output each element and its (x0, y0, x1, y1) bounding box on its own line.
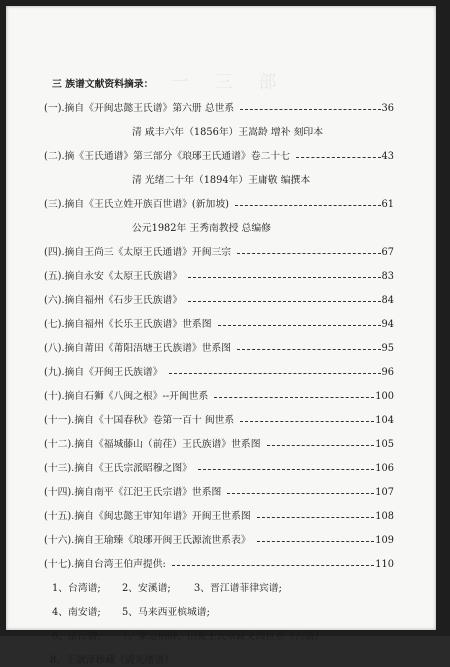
entry-page-number: 83 (381, 271, 394, 282)
dot-leader (198, 468, 374, 470)
document-page (6, 6, 436, 666)
source-row (44, 630, 394, 643)
toc-entry (44, 462, 394, 475)
entry-page-number: 100 (375, 391, 394, 402)
toc-entry (44, 534, 394, 547)
toc-entry (44, 510, 394, 523)
dot-leader (218, 324, 381, 326)
source-item: 2、安溪谱; (122, 583, 171, 594)
source-item-last: 8、王演泽珍藏（清光绪谱） (50, 655, 174, 666)
toc-entry (44, 150, 394, 163)
toc-entry (44, 438, 394, 451)
entry-page-number: 67 (381, 247, 394, 258)
source-row (44, 582, 394, 595)
entry-title: (七).摘自福州《长乐王氏族谱》世系图 (44, 319, 212, 330)
entry-page-number: 110 (375, 559, 394, 570)
dot-leader (172, 564, 374, 566)
dot-leader (257, 516, 375, 518)
entry-page-number: 109 (375, 535, 394, 546)
entry-page-number: 107 (375, 487, 394, 498)
entry-title: (三).摘自《王氏立姓开族百世谱》(新加坡) (44, 199, 229, 210)
dot-leader (188, 300, 380, 302)
entry-title: (十三).摘自《王氏宗派昭穆之图》 (44, 463, 192, 474)
source-list (44, 582, 394, 643)
dot-leader (240, 420, 374, 422)
source-item: 3、晋江谱菲律宾谱; (194, 583, 282, 594)
toc-entry (44, 102, 394, 115)
toc-entries (44, 102, 394, 571)
toc-entry (44, 486, 394, 499)
entry-source-note: 清 咸丰六年（1856年）王嵩龄 增补 刻印本 (132, 127, 324, 138)
entry-page-number: 106 (375, 463, 394, 474)
toc-entry (44, 558, 394, 571)
entry-title: (八).摘自莆田《莆阳浯塘王氏族谱》世系图 (44, 343, 232, 354)
dot-leader (257, 540, 375, 542)
entry-source-note: 清 光绪二十年（1894年）王庸敬 编撰本 (132, 175, 311, 186)
entry-page-number: 61 (381, 199, 394, 210)
entry-page-number: 105 (375, 439, 394, 450)
entry-title: (六).摘自福州《石步王氏族谱》 (44, 295, 183, 306)
entry-page-number: 84 (381, 295, 394, 306)
source-row (44, 606, 394, 619)
toc-entry (44, 318, 394, 331)
dot-leader (214, 396, 374, 398)
dot-leader (235, 204, 381, 206)
toc-entry (44, 414, 394, 427)
entry-title: (二).摘《王氏通谱》第三部分《琅琊王氏通谱》卷二十七 (44, 151, 290, 162)
entry-page-number: 36 (381, 103, 394, 114)
dot-leader (237, 252, 380, 254)
toc-entry (44, 294, 394, 307)
source-item: 4、南安谱; (52, 607, 101, 618)
entry-page-number: 96 (381, 367, 394, 378)
section-heading: 三 族谱文献资料摘录： (52, 79, 154, 90)
dot-leader (169, 372, 381, 374)
entry-page-number: 94 (381, 319, 394, 330)
toc-entry (44, 342, 394, 355)
source-item: 1、台湾谱; (52, 583, 101, 594)
entry-page-number: 104 (375, 415, 394, 426)
entry-title: (十一).摘自《十国春秋》卷第一百十 闽世系 (44, 415, 235, 426)
toc-entry (44, 246, 394, 259)
dot-leader (188, 276, 380, 278)
source-item: 5、马来西亚槟城谱; (122, 607, 210, 618)
dot-leader (237, 348, 380, 350)
dot-leader (296, 156, 381, 158)
entry-title: (十五).摘自《闽忠懿王审知年谱》开闽王世系图 (44, 511, 251, 522)
entry-title: (十二).摘自《福城藤山（前荏）王氏族谱》世系图 (44, 439, 261, 450)
entry-title: (十七).摘自台湾王伯声提供: (44, 559, 166, 570)
toc-entry (44, 270, 394, 283)
entry-source-note: 公元1982年 王秀南教授 总编修 (132, 223, 271, 234)
toc-entry (44, 390, 394, 403)
toc-content (44, 78, 394, 667)
dot-leader (240, 108, 380, 110)
entry-page-number: 95 (381, 343, 394, 354)
dot-leader (267, 444, 375, 446)
entry-title: (十四).摘自南平《江汜王氏宗谱》世系图 (44, 487, 222, 498)
entry-page-number: 108 (375, 511, 394, 522)
bleed-through-marks: 一 三 部 (171, 72, 287, 93)
entry-title: (十六).摘自王瑜臻《琅琊开闽王氏源流世系表》 (44, 535, 251, 546)
entry-title: (一).摘自《开闽忠懿王氏谱》第六册 总世系 (44, 103, 235, 114)
source-item: 6、浙江谱; (52, 631, 101, 642)
dot-leader (227, 492, 374, 494)
entry-page-number: 43 (381, 151, 394, 162)
toc-entry (44, 198, 394, 211)
entry-title: (四).摘自王尚三《太原王氏通谱》开闽三宗 (44, 247, 232, 258)
entry-title: (十).摘自石狮《八闽之根》--开闽世系 (44, 391, 209, 402)
toc-entry (44, 366, 394, 379)
entry-title: (九).摘自《开闽王氏族谱》 (44, 367, 163, 378)
source-item: 7、象运柄卿、田黄王氏水源支图世系（古谱） (122, 631, 325, 642)
entry-title: (五).摘自永安《太原王氏族谱》 (44, 271, 183, 282)
